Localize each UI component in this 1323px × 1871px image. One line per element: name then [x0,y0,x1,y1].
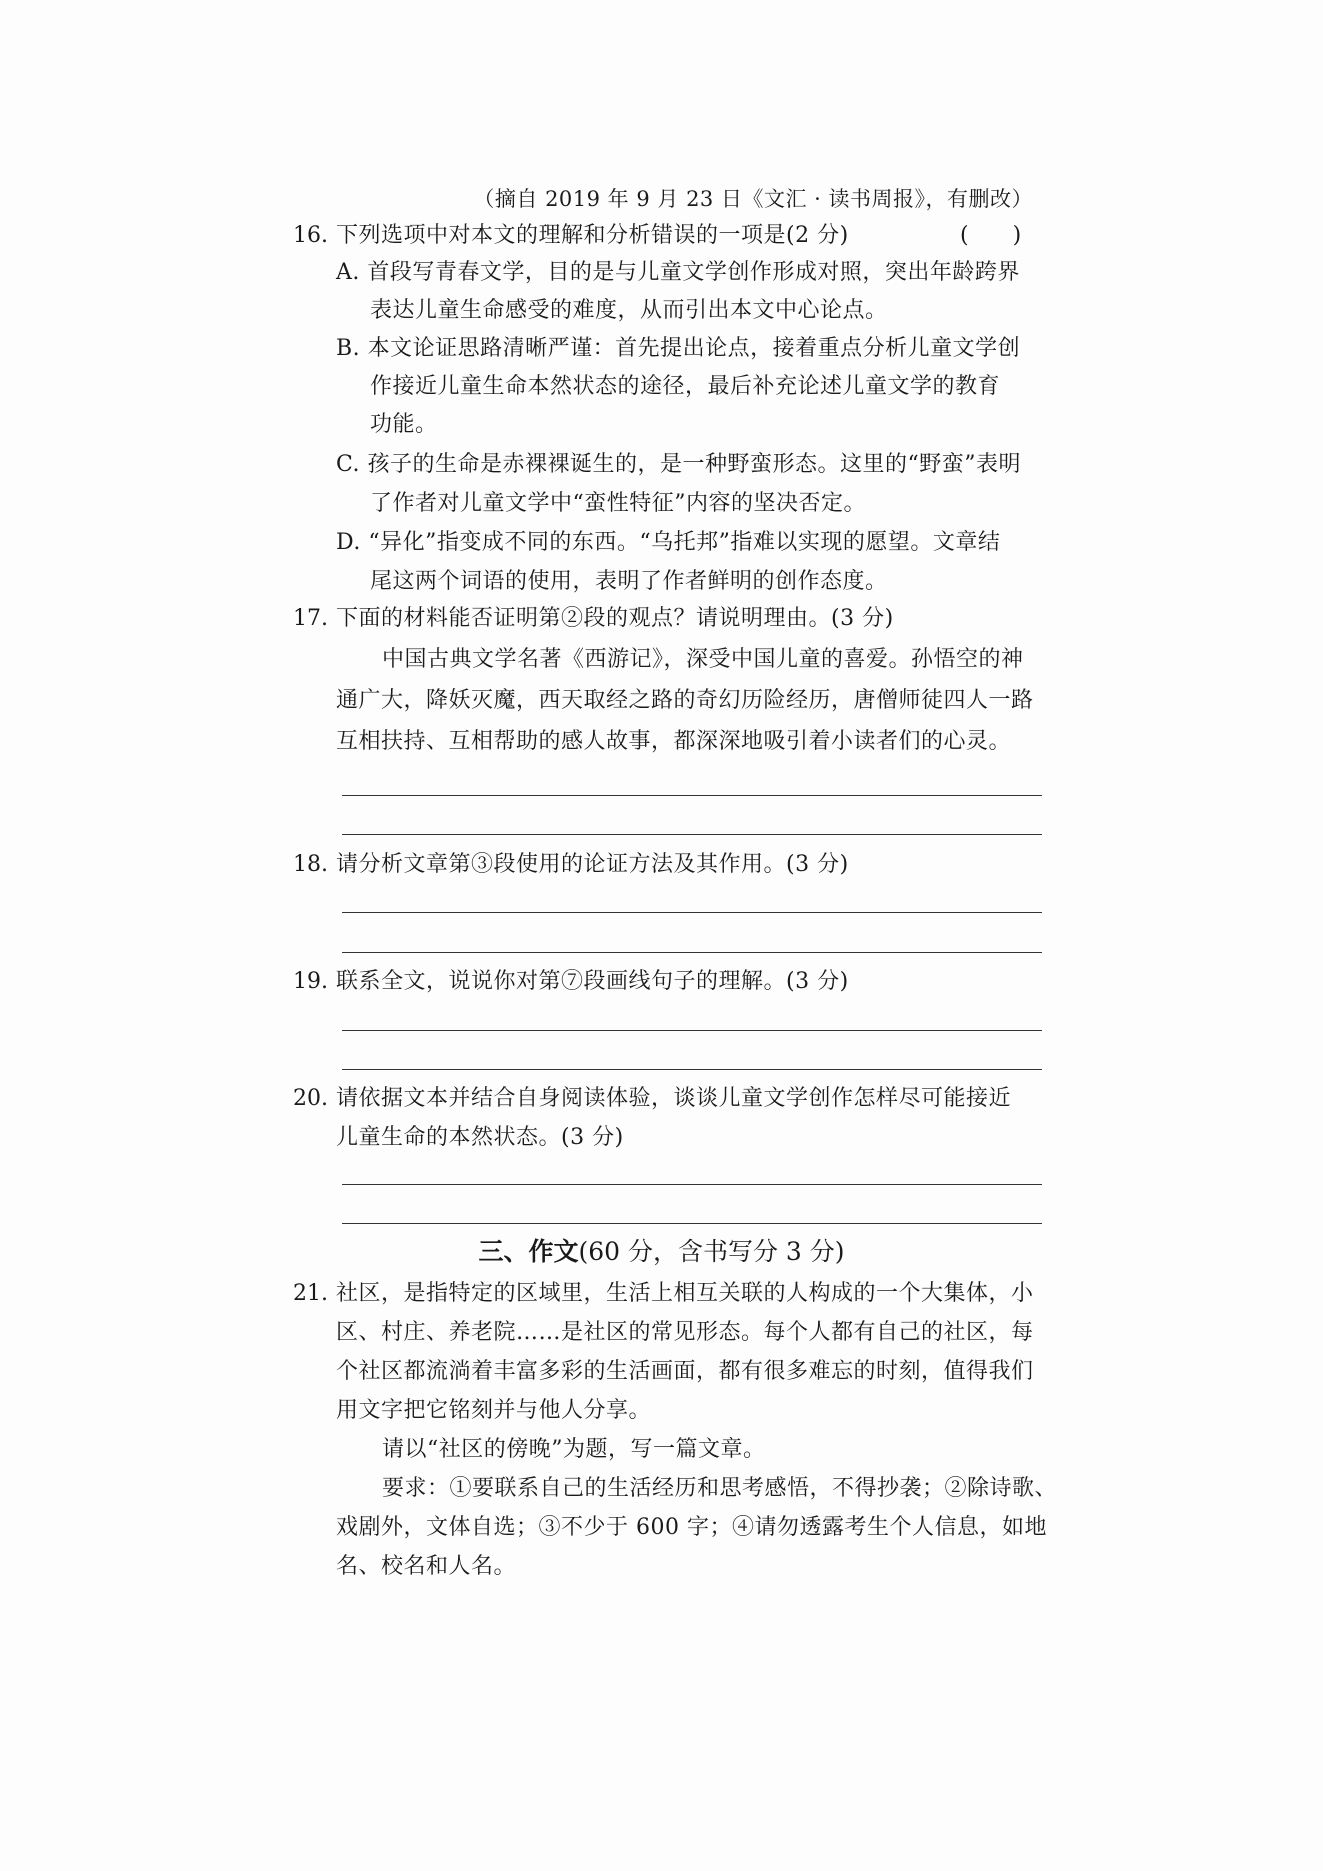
q16-option-c-line1: C. 孩子的生命是赤裸裸诞生的，是一种野蛮形态。这里的“野蛮”表明 [336,452,1022,477]
q18-answer-line-1[interactable] [342,912,1042,913]
q20-answer-line-1[interactable] [342,1184,1042,1185]
q17-answer-line-1[interactable] [342,795,1042,796]
source-citation: （摘自 2019 年 9 月 23 日《文汇 · 读书周报》，有删改） [473,187,1033,211]
q18-answer-line-2[interactable] [342,952,1042,953]
q17-material-line2: 通广大，降妖灭魔，西天取经之路的奇幻历险经历，唐僧师徒四人一路 [336,688,1034,713]
q21-requirements-line2: 戏剧外，文体自选；③不少于 600 字；④请勿透露考生个人信息，如地 [336,1515,1047,1540]
q16-stem: 下列选项中对本文的理解和分析错误的一项是(2 分) [336,223,849,248]
q20-number: 20. [293,1086,328,1111]
q20-answer-line-2[interactable] [342,1223,1042,1224]
q20-stem-line2: 儿童生命的本然状态。(3 分) [336,1125,624,1150]
q19-answer-line-2[interactable] [342,1069,1042,1070]
q17-material-line1: 中国古典文学名著《西游记》，深受中国儿童的喜爱。孙悟空的神 [382,647,1024,672]
q16-option-a-line1: A. 首段写青春文学，目的是与儿童文学创作形成对照，突出年龄跨界 [336,260,1020,285]
q16-number: 16. [293,223,328,248]
q21-prompt-line1: 社区，是指特定的区域里，生活上相互关联的人构成的一个大集体，小 [336,1281,1034,1306]
q16-option-b-line2: 作接近儿童生命本然状态的途径，最后补充论述儿童文学的教育 [370,374,1001,399]
q19-answer-line-1[interactable] [342,1030,1042,1031]
q17-number: 17. [293,606,328,631]
q16-option-b-line1: B. 本文论证思路清晰严谨：首先提出论点，接着重点分析儿童文学创 [336,336,1021,361]
q17-material-line3: 互相扶持、互相帮助的感人故事，都深深地吸引着小读者们的心灵。 [336,729,1012,754]
section-3-title-main: 三、作文 [478,1237,579,1266]
q21-requirements-line1: 要求：①要联系自己的生活经历和思考感悟，不得抄袭；②除诗歌、 [382,1476,1058,1501]
section-3-title [0,1235,1323,1269]
q16-option-a-line2: 表达儿童生命感受的难度，从而引出本文中心论点。 [370,298,888,323]
q17-answer-line-2[interactable] [342,834,1042,835]
section-3-title-score: (60 分，含书写分 3 分) [578,1237,845,1266]
q19-stem: 联系全文，说说你对第⑦段画线句子的理解。(3 分) [336,969,849,994]
q16-option-c-line2: 了作者对儿童文学中“蛮性特征”内容的坚决否定。 [370,491,866,516]
q16-option-b-line3: 功能。 [370,412,438,437]
q20-stem-line1: 请依据文本并结合自身阅读体验，谈谈儿童文学创作怎样尽可能接近 [336,1086,1012,1111]
q21-prompt-line2: 区、村庄、养老院……是社区的常见形态。每个人都有自己的社区，每 [336,1320,1034,1345]
q21-requirements-line3: 名、校名和人名。 [336,1554,517,1579]
q18-number: 18. [293,852,328,877]
q16-option-d-line2: 尾这两个词语的使用，表明了作者鲜明的创作态度。 [370,569,888,594]
q16-option-d-line1: D. “异化”指变成不同的东西。“乌托邦”指难以实现的愿望。文章结 [336,530,1001,555]
q19-number: 19. [293,969,328,994]
q21-prompt-line4: 用文字把它铭刻并与他人分享。 [336,1398,652,1423]
q21-number: 21. [293,1281,328,1306]
q21-title-instruction: 请以“社区的傍晚”为题，写一篇文章。 [382,1437,766,1462]
q16-answer-bracket[interactable]: ( ) [960,223,1022,248]
q17-stem: 下面的材料能否证明第②段的观点？请说明理由。(3 分) [336,606,894,631]
q21-prompt-line3: 个社区都流淌着丰富多彩的生活画面，都有很多难忘的时刻，值得我们 [336,1359,1034,1384]
q18-stem: 请分析文章第③段使用的论证方法及其作用。(3 分) [336,852,849,877]
